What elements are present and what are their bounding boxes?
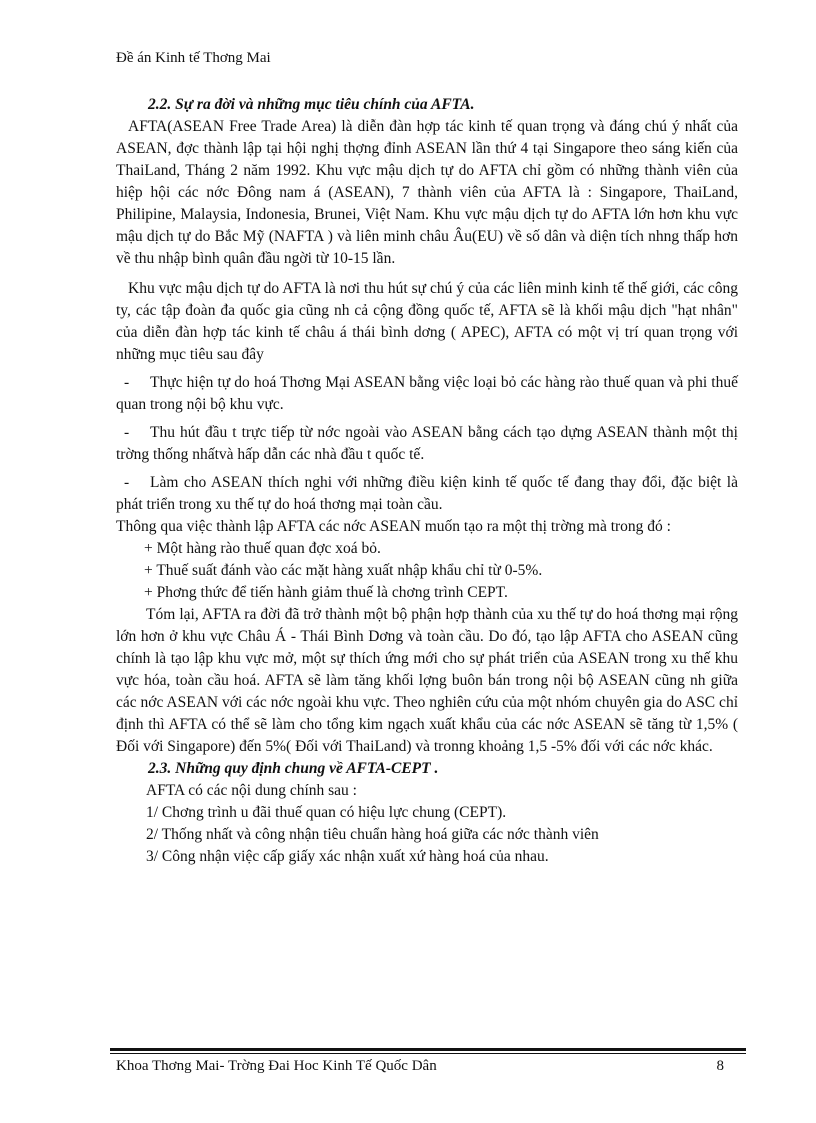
bullet-item [116,422,738,466]
bullet-text: Làm cho ASEAN thích nghi với những điều kiện kinh tế quốc tế đang thay đổi, đặc biệt là phát triển trong xu thế tự do hoá thơng mại toàn cầu. [116,474,738,513]
document-body [116,94,738,868]
page-footer [116,1058,724,1075]
section-heading-2-3: 2.3. Những quy định chung về AFTA-CEPT . [148,760,439,777]
bullet-text: Thực hiện tự do hoá Thơng Mại ASEAN bằng việc loại bỏ các hàng rào thuế quan và phi thuế quan trong nội bộ khu vực. [116,374,738,413]
plus-item: + Thuế suất đánh vào các mặt hàng xuất nhập khẩu chỉ từ 0-5%. [144,562,543,579]
bullet-dash: - [124,424,130,441]
bullet-item [116,372,738,416]
list-item: 1/ Chơng trình u đãi thuế quan có hiệu lực chung (CEPT). [146,804,507,821]
footer-rule-thin [110,1053,746,1054]
plus-item: + Phơng thức để tiến hành giảm thuế là chơng trình CEPT. [144,584,508,601]
paragraph-afta-contents: AFTA có các nội dung chính sau : [146,782,357,799]
paragraph-afta-importance: Khu vực mậu dịch tự do AFTA là nơi thu hút sự chú ý của các liên minh kinh tế thế giới, các công ty, các tập đoàn đa quốc gia cũng nh cả cộng đồng quốc tế, AFTA sẽ là khối mậu dịch "hạt nhân" của diễn đàn hợp tác kinh tế châu á thái bình dơng ( APEC), AFTA có một vị trí quan trọng với những mục tiêu sau đây [116,280,738,363]
paragraph-summary: Tóm lại, AFTA ra đời đã trở thành một bộ phận hợp thành của xu thế tự do hoá thơng mại rộng lớn hơn ở khu vực Châu Á - Thái Bình Dơng và toàn cầu. Do đó, tạo lập AFTA cho ASEAN cũng chính là tạo lập khu vực mở, một sự thích ứng mới cho sự phát triển của ASEAN trong xu thế khu vực hóa, toàn cầu hoá. AFTA sẽ làm tăng khối lợng buôn bán trong nội bộ ASEAN cũng nh giữa các nớc ASEAN với các nớc ngoài khu vực. Theo nghiên cứu của một nhóm chuyên gia do ASC chỉ định thì AFTA có thể sẽ làm cho tổng kim ngạch xuất khẩu của các nớc ASEAN sẽ tăng từ 1,5% ( Đối với Singapore) đến 5%( Đối với ThaiLand) và tronng khoảng 1,5 -5% đối với các nớc khác. [116,606,738,755]
list-item: 3/ Công nhận việc cấp giấy xác nhận xuất xứ hàng hoá của nhau. [146,848,549,865]
bullet-text: Thu hút đầu t trực tiếp từ nớc ngoài vào ASEAN bằng cách tạo dựng ASEAN thành một thị trờng thống nhấtvà hấp dẫn các nhà đầu t quốc tế. [116,424,738,463]
plus-item: + Một hàng rào thuế quan đợc xoá bỏ. [144,540,381,557]
bullet-dash: - [124,474,130,491]
page-number: 8 [716,1058,724,1074]
paragraph-afta-intro: AFTA(ASEAN Free Trade Area) là diễn đàn hợp tác kinh tế quan trọng và đáng chú ý nhất của ASEAN, đợc thành lập tại hội nghị thợng đỉnh ASEAN lần thứ 4 tại Singapore theo sáng kiến của ThaiLand, Tháng 2 năm 1992. Khu vực mậu dịch tự do AFTA chỉ gồm có những thành viên của hiệp hội các nớc Đông nam á (ASEAN), 7 thành viên của AFTA là : Singapore, ThaiLand, Philipine, Malaysia, Indonesia, Brunei, Việt Nam. Khu vực mậu dịch tự do AFTA lớn hơn khu vực mậu dịch tự do Bắc Mỹ (NAFTA ) và liên minh châu Âu(EU) về số dân và diện tích nhng thấp hơn về thu nhập bình quân đầu ngời từ 10-15 lần. [116,118,738,267]
footer-rule-thick [110,1048,746,1051]
footer-text: Khoa Thơng Mai- Trờng Đai Hoc Kinh Tế Quốc Dân [116,1058,437,1074]
section-heading-2-2: 2.2. Sự ra đời và những mục tiêu chính của AFTA. [148,96,475,113]
paragraph-market-goal: Thông qua việc thành lập AFTA các nớc ASEAN muốn tạo ra một thị trờng mà trong đó : [116,518,671,535]
bullet-item [116,472,738,516]
page-header: Đề án Kinh tế Thơng Mai [116,50,271,66]
bullet-dash: - [124,374,130,391]
list-item: 2/ Thống nhất và công nhận tiêu chuẩn hàng hoá giữa các nớc thành viên [146,826,599,843]
